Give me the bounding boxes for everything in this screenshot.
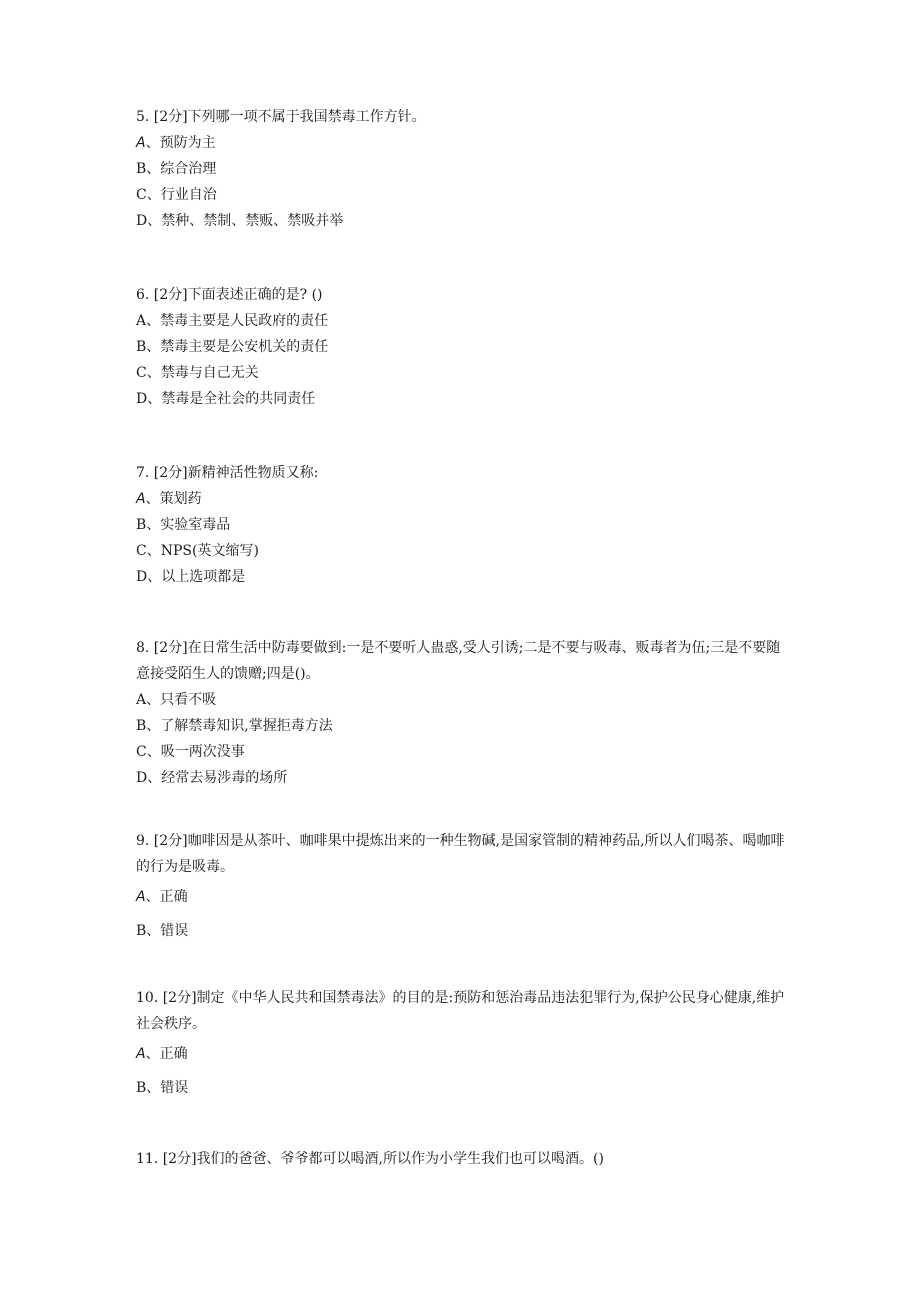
option-letter: C	[136, 365, 147, 381]
option-letter: B	[136, 517, 147, 533]
question-7	[136, 460, 786, 590]
question-stem: 11. [2分]我们的爸爸、爷爷都可以喝酒,所以作为小学生我们也可以喝酒。()	[136, 1151, 604, 1167]
option-c	[136, 538, 786, 564]
question-stem: 6. [2分]下面表述正确的是? ()	[136, 287, 323, 303]
option-a	[136, 486, 786, 512]
option-letter: D	[136, 213, 148, 229]
option-b	[136, 512, 786, 538]
option-text: 、预防为主	[145, 135, 216, 151]
option-letter: A	[136, 135, 146, 151]
option-letter: B	[136, 161, 147, 177]
option-b	[136, 914, 786, 948]
option-text: 、经常去易涉毒的场所	[147, 770, 288, 786]
option-text: 、行业自治	[146, 187, 217, 203]
option-a	[136, 308, 786, 334]
option-letter: C	[136, 744, 147, 760]
question-10	[136, 985, 786, 1105]
option-c	[136, 360, 786, 386]
option-letter: B	[136, 718, 147, 734]
option-text: 、实验室毒品	[146, 517, 231, 533]
option-letter: A	[136, 1046, 146, 1062]
option-text: 、正确	[145, 1046, 188, 1062]
question-stem: 8. [2分]在日常生活中防毒要做到:一是不要听人蛊惑,受人引诱;二是不要与吸毒、贩毒者为伍;三是不要随意接受陌生人的馈赠;四是()。	[136, 640, 781, 682]
question-11	[136, 1146, 786, 1172]
option-text: 、禁毒是全社会的共同责任	[147, 391, 316, 407]
option-a	[136, 130, 786, 156]
option-text: 、只看不吸	[146, 692, 217, 708]
option-letter: D	[136, 770, 148, 786]
question-stem: 10. [2分]制定《中华人民共和国禁毒法》的目的是:预防和惩治毒品违法犯罪行为,保护公民身心健康,维护社会秩序。	[136, 990, 785, 1032]
option-d	[136, 765, 786, 791]
question-stem: 7. [2分]新精神活性物质又称:	[136, 465, 319, 481]
option-letter: B	[136, 923, 147, 939]
question-8	[136, 635, 786, 791]
option-letter: D	[136, 569, 148, 585]
option-text: 、正确	[145, 889, 188, 905]
option-a	[136, 1037, 786, 1071]
option-b	[136, 156, 786, 182]
question-6	[136, 282, 786, 412]
option-c	[136, 739, 786, 765]
option-text: 、错误	[146, 1080, 189, 1096]
option-letter: C	[136, 543, 147, 559]
option-a	[136, 687, 786, 713]
option-letter: A	[136, 692, 147, 708]
option-d	[136, 208, 786, 234]
option-text: 、错误	[146, 923, 189, 939]
option-text: 、吸一两次没事	[146, 744, 245, 760]
option-b	[136, 334, 786, 360]
option-letter: C	[136, 187, 147, 203]
option-text: 、NPS(英文缩写)	[146, 543, 259, 559]
option-letter: B	[136, 339, 147, 355]
question-stem: 5. [2分]下列哪一项不属于我国禁毒工作方针。	[136, 109, 426, 125]
option-text: 、综合治理	[146, 161, 217, 177]
option-d	[136, 386, 786, 412]
question-5	[136, 104, 786, 234]
option-text: 、以上选项都是	[147, 569, 246, 585]
option-letter: A	[136, 491, 146, 507]
option-text: 、禁种、禁制、禁贩、禁吸并举	[147, 213, 344, 229]
question-9	[136, 828, 786, 948]
option-a	[136, 880, 786, 914]
option-d	[136, 564, 786, 590]
option-letter: A	[136, 313, 147, 329]
option-text: 、了解禁毒知识,掌握拒毒方法	[146, 718, 333, 734]
option-b	[136, 713, 786, 739]
option-text: 、策划药	[145, 491, 202, 507]
option-text: 、禁毒主要是人民政府的责任	[146, 313, 329, 329]
question-stem: 9. [2分]咖啡因是从茶叶、咖啡果中提炼出来的一种生物碱,是国家管制的精神药品,所以人们喝茶、喝咖啡的行为是吸毒。	[136, 833, 785, 875]
option-c	[136, 182, 786, 208]
option-letter: A	[136, 889, 146, 905]
option-letter: B	[136, 1080, 147, 1096]
option-text: 、禁毒与自己无关	[146, 365, 259, 381]
option-text: 、禁毒主要是公安机关的责任	[146, 339, 329, 355]
option-letter: D	[136, 391, 148, 407]
option-b	[136, 1071, 786, 1105]
